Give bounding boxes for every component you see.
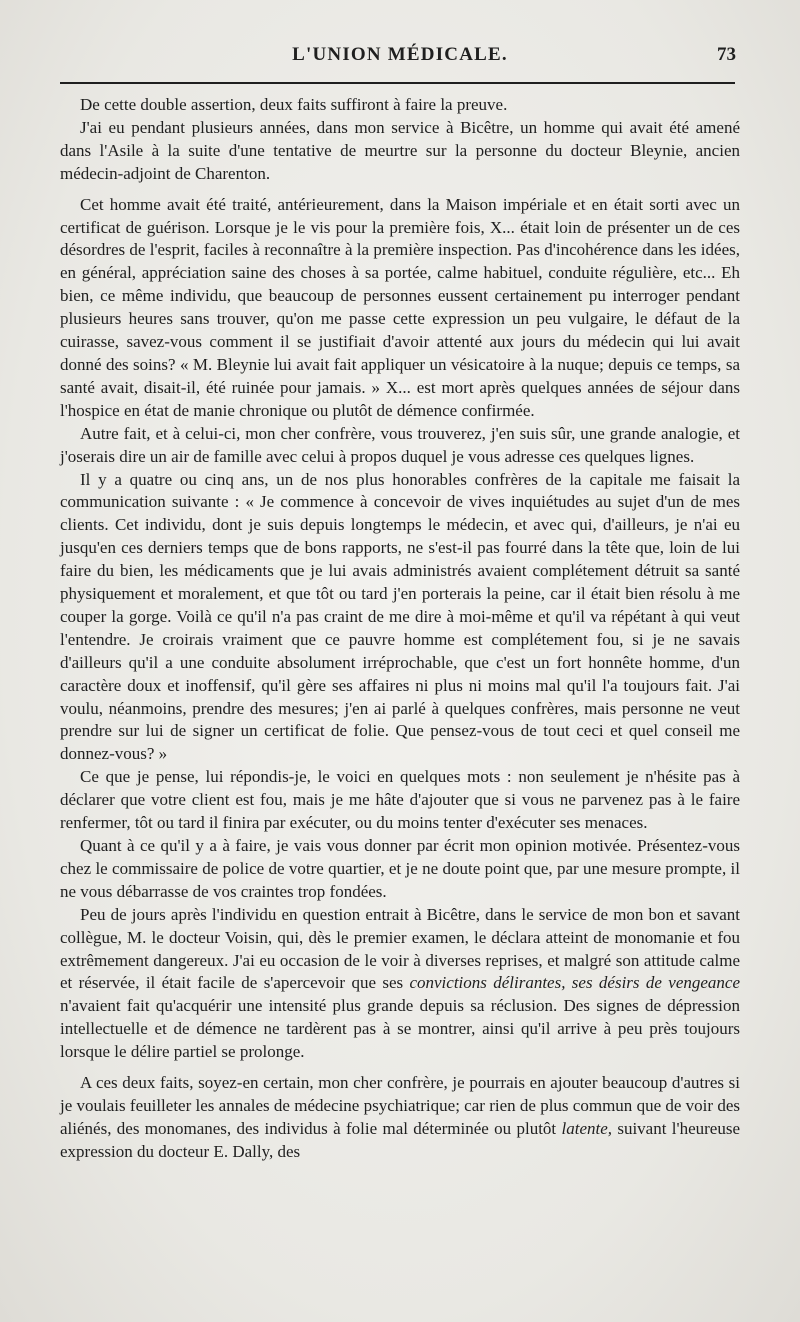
paragraph-6: Ce que je pense, lui répondis-je, le voici en quelques mots : non seulement je n'hésite pas à déclarer que votre client est fou, mais je me hâte d'ajouter que si vous ne parvenez pas à le faire renfermer, tôt ou tard il finira par exécuter, ou du moins tenter d'exécuter ses menaces. <box>60 767 740 833</box>
paragraph-9-start: A ces deux faits, soyez-en certain, mon cher confrère, je pourrais en ajouter beaucoup d'autres si je voulais feuilleter les annales de médecine psychiatrique; car rien de plus commun que de voir des aliénés, des monomanes, des individus à folie mal déterminée ou plutôt <box>60 1073 740 1138</box>
paragraph-9-emphasis: latente, <box>561 1118 613 1138</box>
paragraph-7: Quant à ce qu'il y a à faire, je vais vous donner par écrit mon opinion motivée. Présentez-vous chez le commissaire de police de votre quartier, et je ne doute point que, par une mesure prompte, il ne vous débarrasse de vos craintes trop fondées. <box>60 836 740 901</box>
paragraph-5: Il y a quatre ou cinq ans, un de nos plus honorables confrères de la capitale me faisait la communication suivante : « Je commence à concevoir de vives inquiétudes au sujet d'un de mes clients. Cet individu, dont je suis depuis longtemps le médecin, et avec qui, d'ailleurs, je n'ai eu jusqu'en ces derniers temps que de bons rapports, ne s'est-il pas fourré dans la tête que, loin de lui faire du bien, les médicaments que je lui avais administrés avaient complétement détruit sa santé physiquement et moralement, et que tôt ou tard j'en porterais la peine, car il était bien résolu à me couper la gorge. Voilà ce qu'il n'a pas craint de me dire à moi-même et qu'il va répétant à qui veut l'entendre. Je croirais vraiment que ce pauvre homme est complétement fou, si je ne savais d'ailleurs qu'il a une conduite absolument irréprochable, que c'est un fort honnête homme, d'un caractère doux et inoffensif, qu'il gère ses affaires ni plus ni moins mal qu'il l'a toujours fait. J'ai voulu, néanmoins, prendre des mesures; j'en ai parlé à quelques confrères, mais personne ne veut prendre sur lui de signer un certificat de folie. Que pensez-vous de tout ceci et quel conseil me donnez-vous? » <box>60 469 740 764</box>
body-text <box>60 94 740 1164</box>
page-number: 73 <box>717 44 736 65</box>
paragraph-8-start: Peu de jours après l'individu en question entrait à Bicêtre, dans le service de mon bon et savant collègue, M. le docteur Voisin, qui, dès le premier examen, le déclara atteint de monomanie et fou extrêmement dangereux. J'ai eu occasion de le voir à diverses reprises, et malgré son attitude calme et réservée, il était facile de s'apercevoir que ses <box>60 904 740 993</box>
paragraph-9 <box>60 1072 740 1164</box>
paragraph-8-end: n'avaient fait qu'acquérir une intensité plus grande depuis sa réclusion. Des signes de dépression intellectuelle et de démence ne tardèrent pas à se montrer, ainsi qu'il arrive à peu près toujours lorsque le délire partiel se prolonge. <box>60 996 740 1062</box>
paragraph-8-emphasis: convictions délirantes, ses désirs de vengeance <box>409 973 740 993</box>
running-title: L'UNION MÉDICALE. <box>292 44 508 65</box>
paragraph-8 <box>60 904 740 1064</box>
paragraph-4: Autre fait, et à celui-ci, mon cher confrère, vous trouverez, j'en suis sûr, une grande analogie, et j'oserais dire un air de famille avec celui à propos duquel je vous adresse ces quelques lignes. <box>60 423 740 466</box>
header-rule <box>60 82 735 84</box>
paragraph-1: De cette double assertion, deux faits suffiront à faire la preuve. <box>80 95 508 114</box>
paragraph-9-end: suivant l'heureuse expression du docteur E. Dally, des <box>60 1118 740 1161</box>
paragraph-3: Cet homme avait été traité, antérieurement, dans la Maison impériale et en était sorti avec un certificat de guérison. Lorsque je le vis pour la première fois, X... était loin de présenter un de ces désordres de l'esprit, faciles à reconnaître à la première inspection. Pas d'incohérence dans les idées, en général, appréciation saine des choses à sa portée, calme habituel, conduite régulière, etc... Eh bien, ce même individu, que beaucoup de personnes eussent certainement pu interroger pendant plusieurs heures sans trouver, qu'on me passe cette expression un peu vulgaire, le défaut de la cuirasse, savez-vous comment il se justifiait d'avoir attenté aux jours du médecin qui lui avait donné des soins? « M. Bleynie lui avait fait appliquer un vésicatoire à la nuque; depuis ce temps, sa santé avait, disait-il, été ruinée pour jamais. » X... est mort après quelques années de séjour dans l'hospice en état de manie chronique ou plutôt de démence confirmée. <box>60 194 740 420</box>
paragraph-2: J'ai eu pendant plusieurs années, dans mon service à Bicêtre, un homme qui avait été amené dans l'Asile à la suite d'une tentative de meurtre sur la personne du docteur Bleynie, ancien médecin-adjoint de Charenton. <box>60 117 740 183</box>
page-header <box>60 36 740 72</box>
